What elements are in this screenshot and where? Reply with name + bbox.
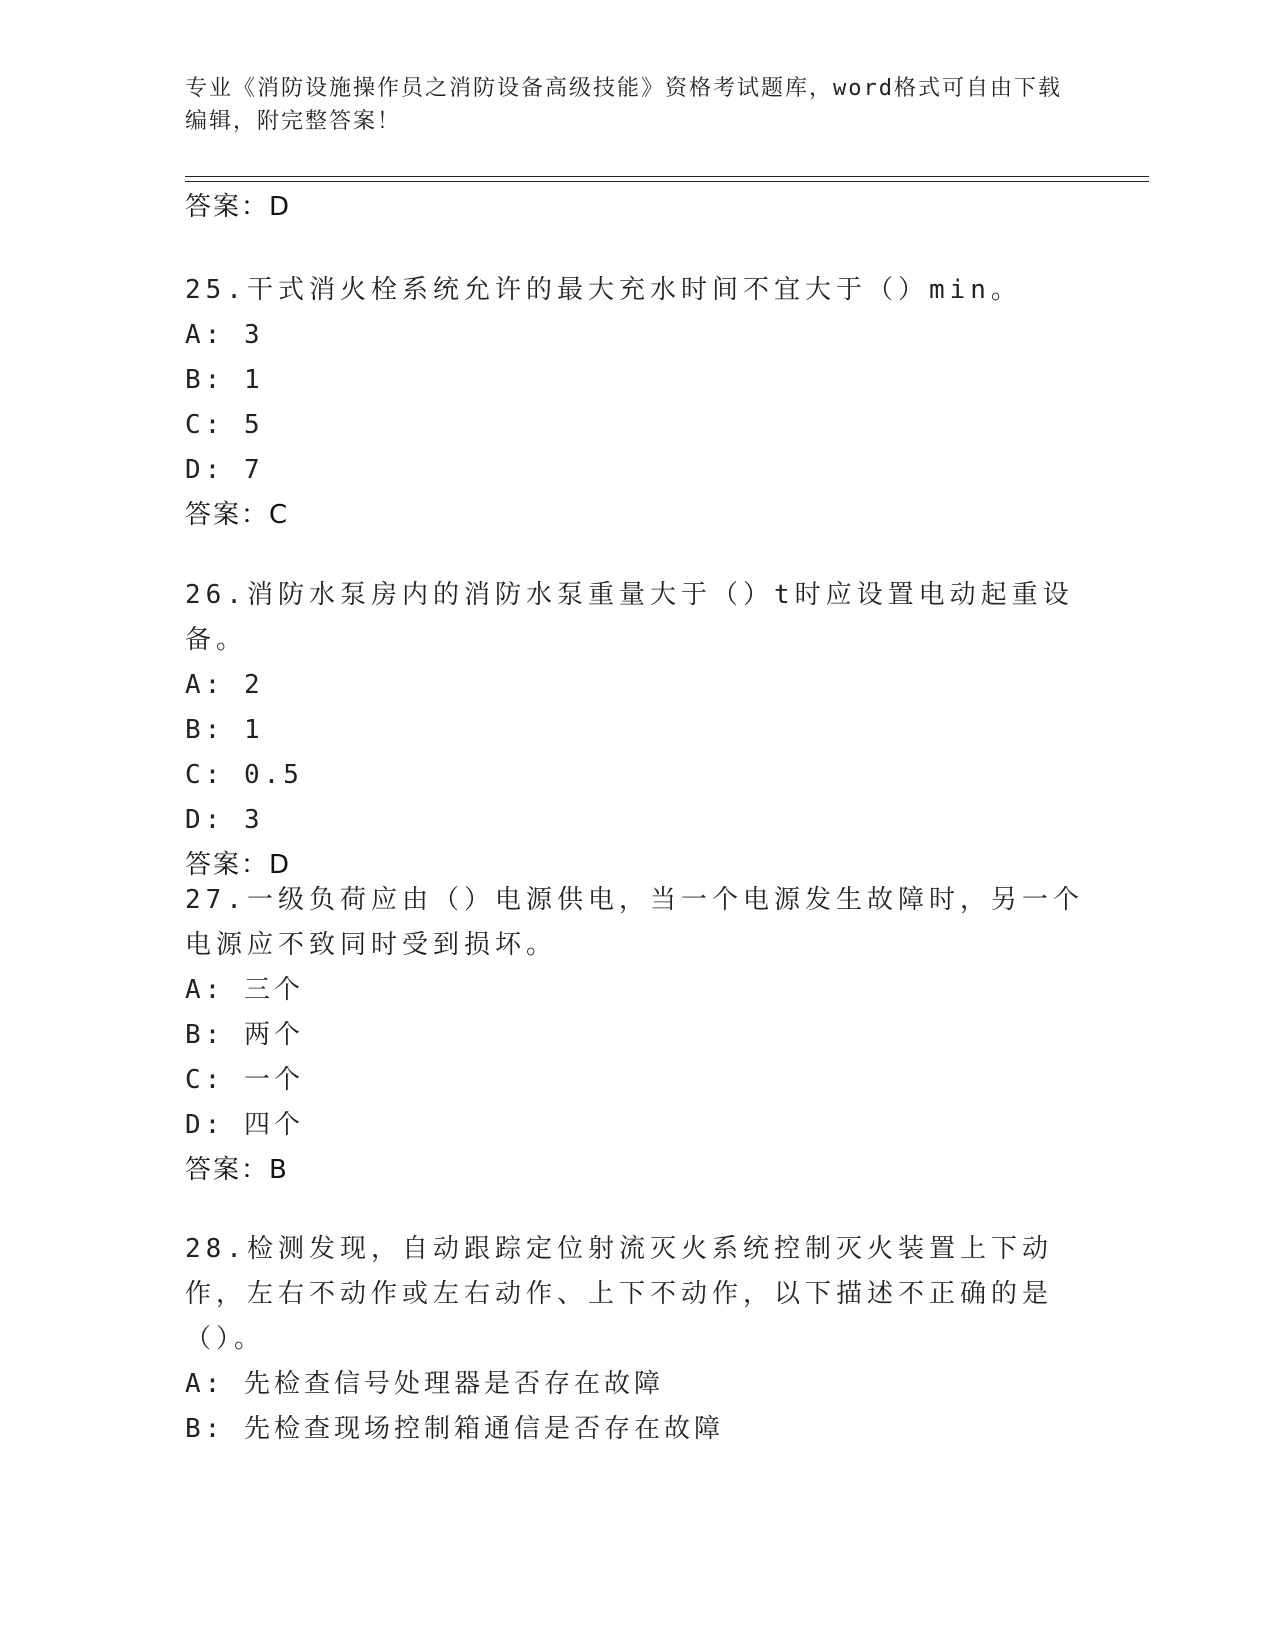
question-25 <box>185 268 1085 537</box>
option-b: B: 1 <box>185 715 264 745</box>
option-a: A: 3 <box>185 320 264 350</box>
option-b: B: 1 <box>185 365 264 395</box>
answer: 答案：B <box>185 1155 289 1185</box>
option-b: B: 先检查现场控制箱通信是否存在故障 <box>185 1414 724 1444</box>
option-d: D: 7 <box>185 455 264 485</box>
question-27 <box>185 878 1085 1192</box>
header-intro-text: 专业《消防设施操作员之消防设备高级技能》资格考试题库，word格式可自由下载编辑，附完整答案！ <box>185 76 1062 134</box>
question-text: 26.消防水泵房内的消防水泵重量大于（）t时应设置电动起重设备。 <box>185 580 1074 655</box>
question-text: 28.检测发现，自动跟踪定位射流灭火系统控制灭火装置上下动作，左右不动作或左右动作、上下不动作，以下描述不正确的是（）。 <box>185 1234 1054 1354</box>
option-c: C: 5 <box>185 410 264 440</box>
header-rule-bottom <box>185 181 1149 182</box>
option-c: C: 一个 <box>185 1065 304 1095</box>
option-d: D: 四个 <box>185 1110 304 1140</box>
answer-prev-question: 答案：D <box>185 192 292 222</box>
option-d: D: 3 <box>185 805 264 835</box>
document-header <box>185 72 1085 138</box>
answer: 答案：D <box>185 850 292 880</box>
question-text: 25.干式消火栓系统允许的最大充水时间不宜大于（）min。 <box>185 275 1022 305</box>
answer: 答案：C <box>185 500 290 530</box>
option-b: B: 两个 <box>185 1020 304 1050</box>
header-rule-top <box>185 176 1149 177</box>
option-c: C: 0.5 <box>185 760 303 790</box>
option-a: A: 三个 <box>185 975 304 1005</box>
option-a: A: 2 <box>185 670 264 700</box>
option-a: A: 先检查信号处理器是否存在故障 <box>185 1369 664 1399</box>
question-28 <box>185 1227 1085 1452</box>
question-text: 27.一级负荷应由（）电源供电，当一个电源发生故障时，另一个电源应不致同时受到损坏。 <box>185 885 1084 960</box>
question-26 <box>185 573 1085 887</box>
